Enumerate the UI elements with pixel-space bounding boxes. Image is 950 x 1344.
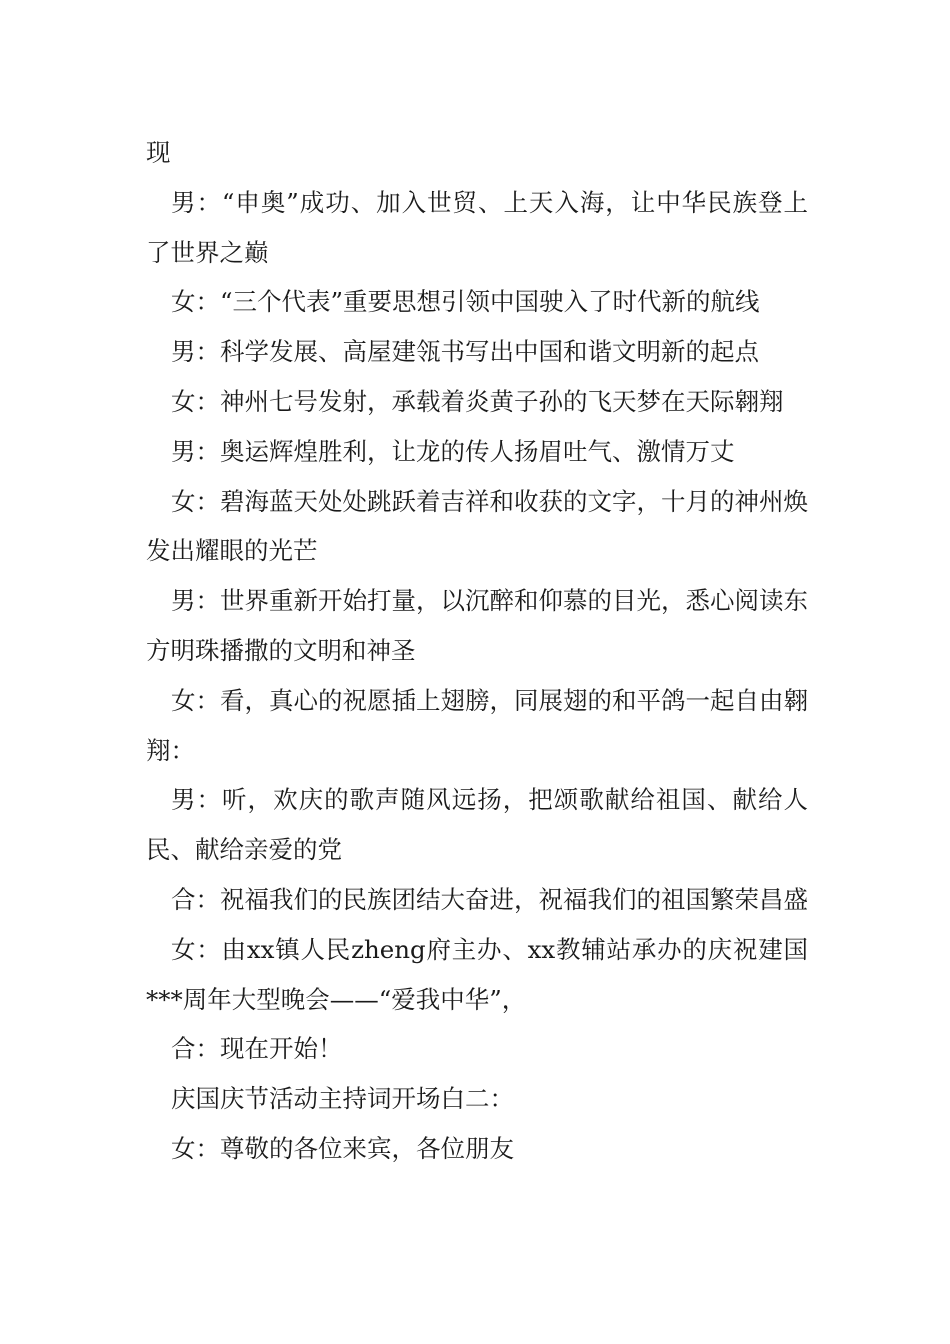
paragraph-9: 女：看，真心的祝愿插上翅膀，同展翅的和平鸽一起自由翱翔： — [146, 685, 808, 765]
paragraph-5: 女：神州七号发射，承载着炎黄子孙的飞天梦在天际翱翔 — [171, 386, 784, 416]
paragraph-12: 女：由xx镇人民zheng府主办、xx教辅站承办的庆祝建国***周年大型晚会——“爱我中华”， — [146, 934, 808, 1014]
paragraph-3: 女：“三个代表”重要思想引领中国驶入了时代新的航线 — [171, 287, 760, 317]
paragraph-15: 女：尊敬的各位来宾，各位朋友 — [171, 1133, 514, 1163]
paragraph-13: 合：现在开始！ — [171, 1034, 343, 1064]
paragraph-14: 庆国庆节活动主持词开场白二： — [171, 1084, 514, 1114]
paragraph-10: 男：听，欢庆的歌声随风远扬，把颂歌献给祖国、献给人民、献给亲爱的党 — [146, 785, 808, 865]
document-body — [146, 128, 808, 1174]
paragraph-11: 合：祝福我们的民族团结大奋进，祝福我们的祖国繁荣昌盛 — [171, 884, 808, 914]
paragraph-1: 现 — [146, 138, 171, 167]
paragraph-2: 男：“申奥”成功、加入世贸、上天入海，让中华民族登上了世界之巅 — [146, 187, 808, 267]
paragraph-8: 男：世界重新开始打量，以沉醉和仰慕的目光，悉心阅读东方明珠播撒的文明和神圣 — [146, 586, 808, 665]
paragraph-7: 女：碧海蓝天处处跳跃着吉祥和收获的文字，十月的神州焕发出耀眼的光芒 — [146, 486, 808, 566]
paragraph-4: 男：科学发展、高屋建瓴书写出中国和谐文明新的起点 — [171, 337, 759, 367]
paragraph-6: 男：奥运辉煌胜利，让龙的传人扬眉吐气、激情万丈 — [171, 436, 735, 466]
